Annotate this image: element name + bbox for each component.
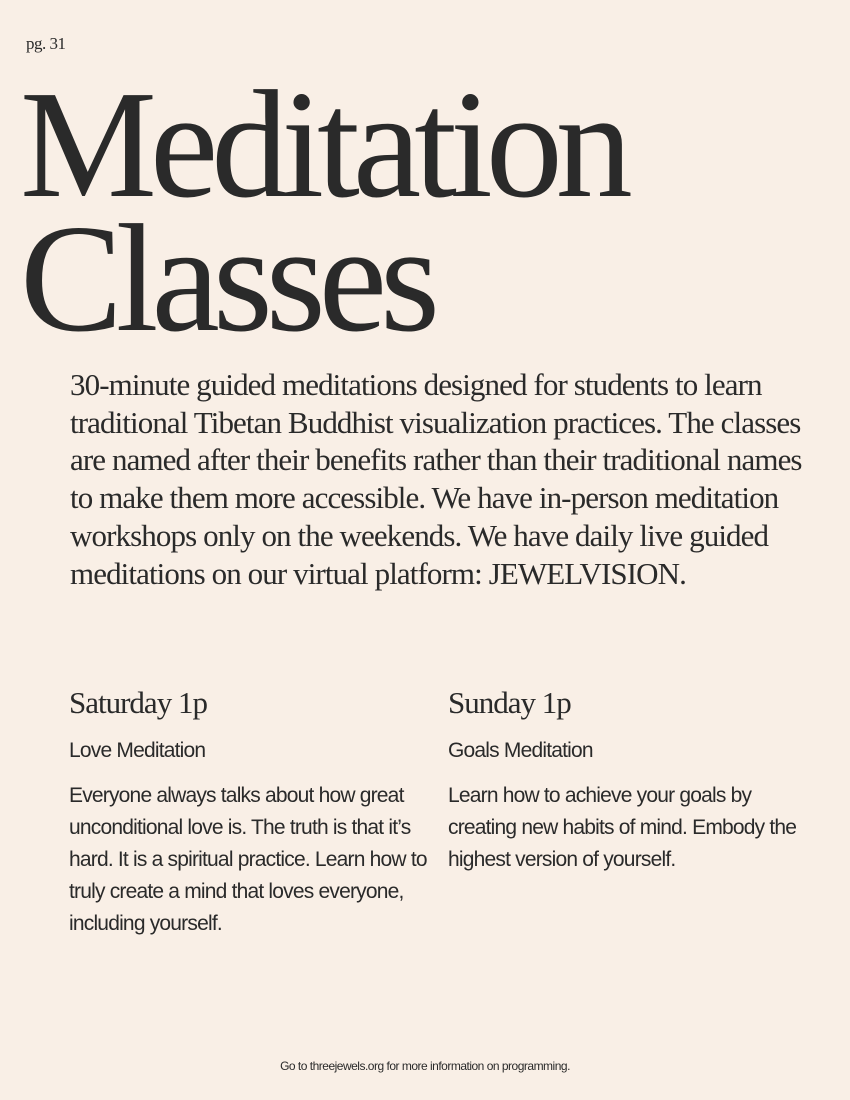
class-day: Saturday 1p	[69, 685, 207, 720]
footer-note: Go to threejewels.org for more information on programming.	[280, 1059, 570, 1073]
class-saturday	[69, 684, 429, 940]
page-title	[20, 60, 626, 364]
class-name: Goals Meditation	[448, 739, 593, 762]
intro-paragraph: 30-minute guided meditations designed for students to learn traditional Tibetan Buddhist visualization practices. The classes are named after their benefits rather than their traditional names to make them more accessible. We have in-person meditation workshops only on the weekends. We have daily live guided meditations on our virtual platform: JEWELVISION.	[70, 367, 802, 591]
class-sunday	[448, 684, 808, 876]
class-name: Love Meditation	[69, 739, 206, 762]
title-line-meditation: Meditation	[20, 60, 626, 230]
page-number: pg. 31	[26, 34, 66, 53]
class-day: Sunday 1p	[448, 685, 571, 720]
class-description: Everyone always talks about how great unconditional love is. The truth is that it’s hard. It is a spiritual practice. Learn how to truly create a mind that loves everyone, including yourself.	[69, 784, 427, 935]
class-description: Learn how to achieve your goals by creating new habits of mind. Embody the highest version of yourself.	[448, 784, 797, 871]
title-line-classes: Classes	[20, 194, 433, 364]
